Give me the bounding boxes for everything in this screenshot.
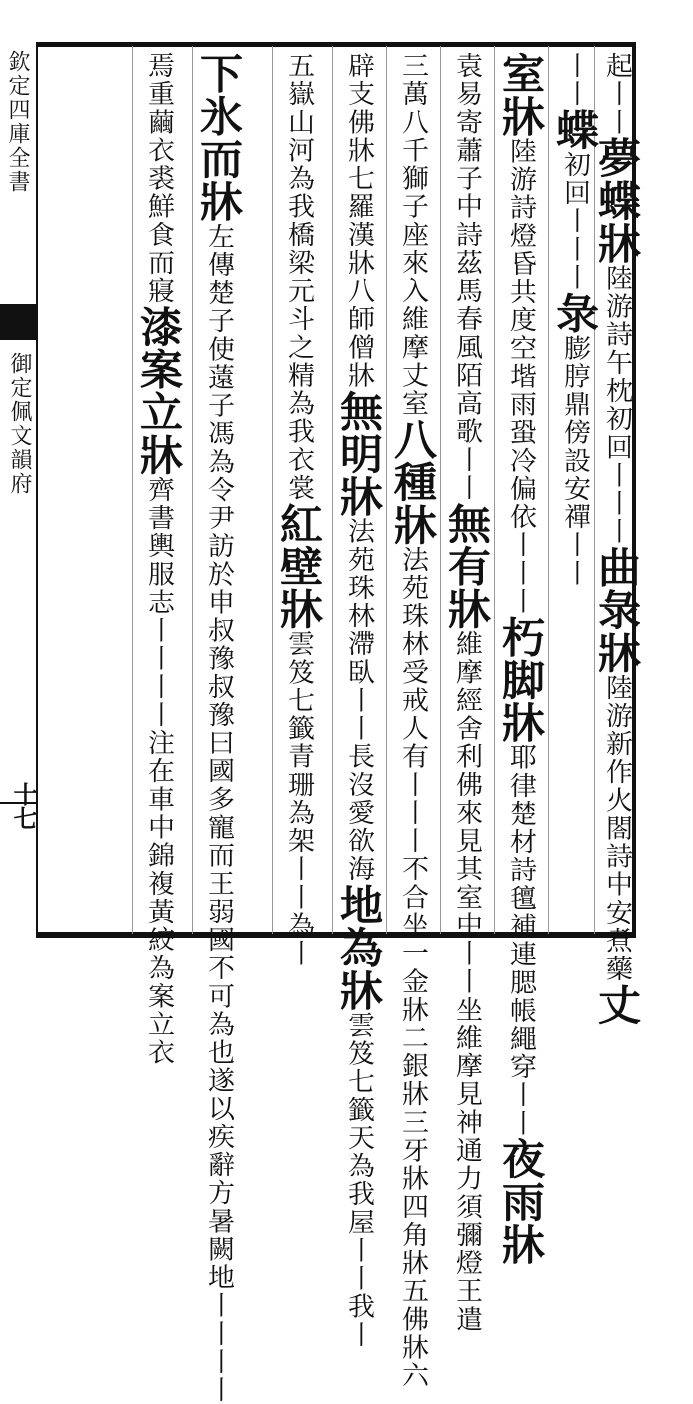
- col1-seg4: 曲彔牀: [591, 545, 641, 674]
- column-rule: [440, 46, 441, 934]
- margin-title-top: 欽定四庫全書: [5, 50, 30, 194]
- column-rule: [494, 46, 495, 934]
- text-column-2: [549, 52, 599, 906]
- fishtail-mark: [0, 304, 36, 340]
- margin-title-bottom: 御定佩文韻府: [7, 352, 32, 496]
- col6-seg2: 無明牀: [333, 389, 383, 518]
- column-rule: [132, 46, 133, 934]
- text-column-5: [387, 52, 437, 1390]
- col4-seg3: 維摩經舍利佛來見其室中丨丨坐維摩見神通力須彌燈王遣: [451, 630, 482, 1334]
- col5-seg3: 法苑珠林受戒人有丨丨丨不合坐一金牀二銀牀三牙牀四角牀五佛牀六: [397, 545, 428, 1390]
- text-column-1: [591, 52, 641, 1026]
- col3-seg2: 陸游詩燈昏共度空堦雨蛩冷偏依丨丨丨: [505, 137, 536, 616]
- col1-seg5: 陸游新作火閤詩中安煮藥: [601, 673, 632, 984]
- col7-seg2: 紅壁牀: [273, 502, 323, 631]
- col7-seg3: 雲笈七籤青珊為架丨丨為丨: [283, 630, 314, 968]
- page-number: 十七: [9, 782, 38, 830]
- col6-seg1: 辟支佛牀七羅漢牀八師僧牀: [343, 52, 374, 390]
- top-border: [36, 42, 636, 47]
- col5-seg1: 三萬八千獅子座來入維摩丈室: [397, 52, 428, 418]
- col6-seg4: 地為牀: [333, 883, 383, 1012]
- text-column-7: [273, 52, 323, 968]
- col2-seg3: 初回丨丨丨: [559, 150, 590, 292]
- column-rule: [272, 46, 273, 934]
- col3-seg4: 耶律楚材詩氊補連腮帳繩穿丨丨: [505, 743, 536, 1138]
- col5-seg2: 八種牀: [387, 417, 437, 546]
- col3-seg5: 夜雨牀: [495, 1137, 545, 1266]
- col4-seg2: 無有牀: [441, 502, 491, 631]
- col7-seg1: 五嶽山河為我橋梁元斗之精為我衣裳: [283, 52, 314, 503]
- col3-seg3: 朽脚牀: [495, 615, 545, 744]
- col9-seg1: 焉重繭衣裘鮮食而寢: [143, 52, 174, 306]
- col9-seg3: 齊書輿服志丨丨丨丨注在車中錦複黃絞為案立衣: [143, 475, 174, 1067]
- col1-seg6: 丈: [591, 983, 641, 1026]
- text-column-4: [441, 52, 491, 1334]
- col6-seg3: 法苑珠林滯臥丨丨長沒愛欲海: [343, 517, 374, 884]
- col2-seg1: 丨丨: [559, 52, 590, 109]
- col1-seg2: 夢蝶牀: [591, 136, 641, 265]
- col8-seg2: 左傳楚子使薳子馮為令尹訪於申叔豫叔豫曰國多寵而王弱國不可為也遂以疾辭方暑闕地丨丨丨丨: [203, 222, 234, 1404]
- text-column-6: [333, 52, 383, 1349]
- text-column-3: [495, 52, 545, 1266]
- col2-seg5: 膨脝鼎傍設安禪丨丨: [559, 334, 590, 588]
- column-rule: [548, 46, 549, 934]
- col9-seg2: 漆案立牀: [133, 305, 183, 476]
- col2-seg2: 蝶: [549, 108, 599, 151]
- col3-seg1: 室牀: [495, 52, 545, 138]
- col8-seg1: 下氷而牀: [193, 52, 243, 223]
- margin-strip: [0, 42, 36, 942]
- text-column-8: [193, 52, 243, 1404]
- col4-seg1: 袁易寄蕭子中詩茲馬春風陌高歌丨丨: [451, 52, 482, 503]
- col6-seg5: 雲笈七籤天為我屋丨丨我丨: [343, 1011, 374, 1349]
- col1-seg3: 陸游詩午枕初回丨丨丨: [601, 264, 632, 546]
- col1-seg1: 起丨丨: [601, 52, 632, 137]
- col2-seg4: 彔: [549, 291, 599, 335]
- text-column-9: [133, 52, 183, 1067]
